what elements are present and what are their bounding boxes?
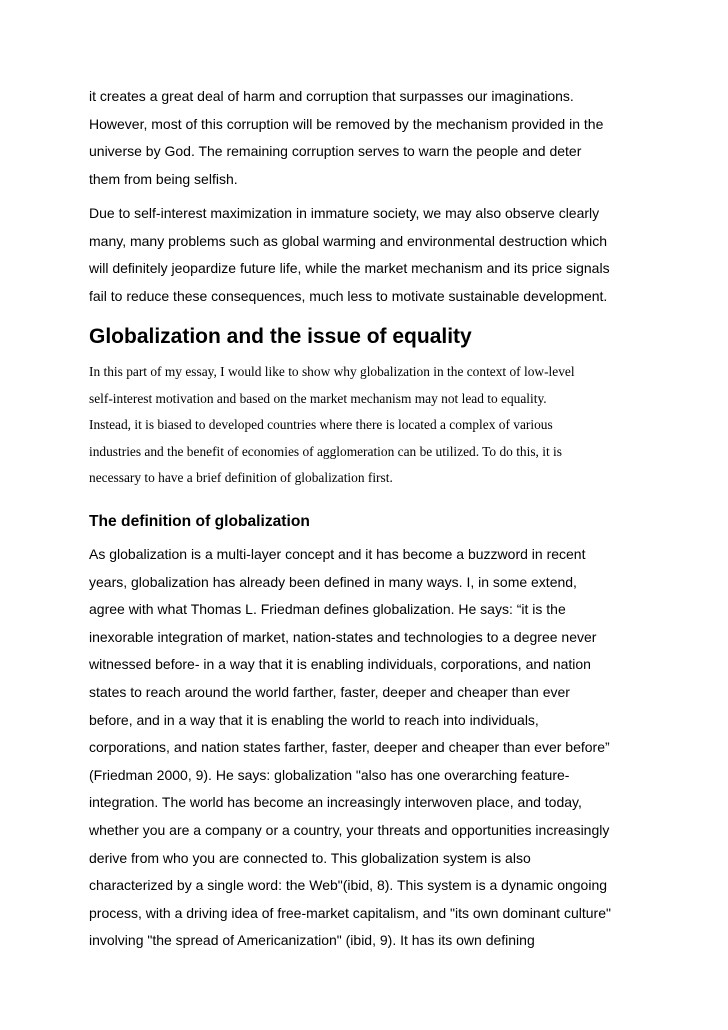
- text-line: many, many problems such as global warming and environmental destruction which: [89, 232, 607, 249]
- section-heading: Globalization and the issue of equality: [89, 325, 472, 348]
- text-line: integration. The world has become an increasingly interwoven place, and today,: [89, 794, 582, 811]
- text-line: before, and in a way that it is enabling the world to reach into individuals,: [89, 711, 539, 728]
- text-line: years, globalization has already been defined in many ways. I, in some extend,: [89, 573, 577, 590]
- text-line: derive from who you are connected to. This globalization system is also: [89, 849, 531, 866]
- text-line: them from being selfish.: [89, 170, 238, 187]
- text-line: characterized by a single word: the Web"(ibid, 8). This system is a dynamic ongoing: [89, 877, 608, 894]
- text-line: inexorable integration of market, nation-states and technologies to a degree never: [89, 628, 597, 645]
- text-line: self-interest motivation and based on the market mechanism may not lead to equality.: [89, 390, 547, 406]
- text-line: (Friedman 2000, 9). He says: globalization "also has one overarching feature-: [89, 766, 570, 783]
- text-line: industries and the benefit of economies of agglomeration can be utilized. To do this, it is: [89, 443, 562, 459]
- text-line: process, with a driving idea of free-market capitalism, and "its own dominant culture": [89, 904, 611, 921]
- text-line: universe by God. The remaining corruption serves to warn the people and deter: [89, 143, 582, 160]
- paragraph-corruption: [89, 83, 603, 193]
- text-line: fail to reduce these consequences, much less to motivate sustainable development.: [89, 287, 608, 304]
- text-line: agree with what Thomas L. Friedman defines globalization. He says: “it is the: [89, 601, 566, 618]
- paragraph-self-interest: [89, 200, 610, 310]
- text-line: As globalization is a multi-layer concept and it has become a buzzword in recent: [89, 546, 586, 562]
- paragraph-equality-intro: [89, 359, 575, 492]
- text-line: states to reach around the world farther, faster, deeper and cheaper than ever: [89, 683, 570, 700]
- text-line: corporations, and nation states farther, faster, deeper and cheaper than ever before”: [89, 739, 610, 756]
- text-line: it creates a great deal of harm and corruption that surpasses our imaginations.: [89, 88, 574, 104]
- text-line: Instead, it is biased to developed countries where there is located a complex of various: [89, 417, 553, 433]
- text-line: will definitely jeopardize future life, while the market mechanism and its price signals: [89, 260, 610, 277]
- paragraph-definition: [89, 541, 611, 955]
- text-line: witnessed before- in a way that it is enabling individuals, corporations, and nation: [89, 656, 591, 673]
- text-line: In this part of my essay, I would like to show why globalization in the context of low-level: [89, 364, 575, 379]
- text-line: necessary to have a brief definition of globalization first.: [89, 470, 393, 486]
- text-line: involving "the spread of Americanization" (ibid, 9). It has its own defining: [89, 932, 535, 949]
- text-line: However, most of this corruption will be removed by the mechanism provided in the: [89, 115, 604, 132]
- text-line: Due to self-interest maximization in immature society, we may also observe clearly: [89, 205, 600, 221]
- subsection-heading: The definition of globalization: [89, 513, 310, 530]
- text-line: whether you are a company or a country, your threats and opportunities increasingly: [89, 821, 610, 838]
